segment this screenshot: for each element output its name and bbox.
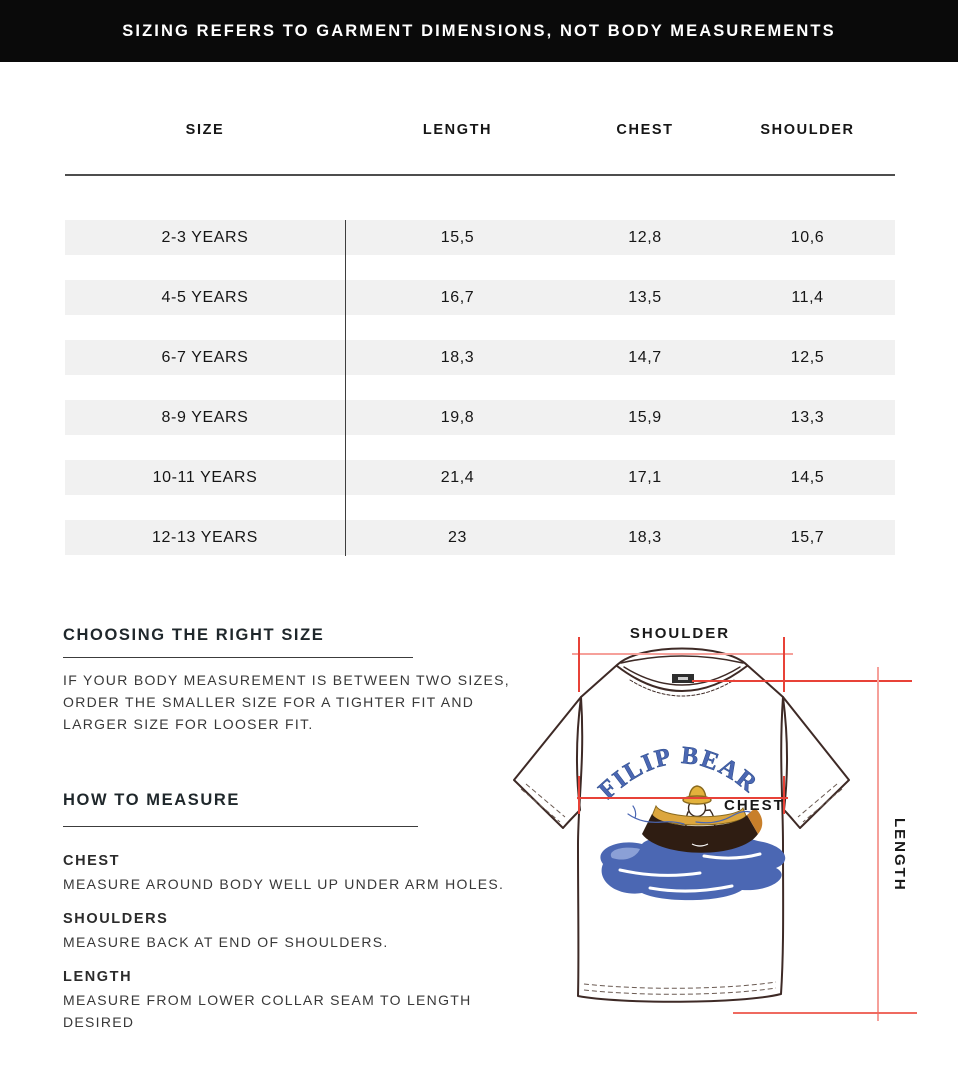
chest-cell: 13,5 bbox=[628, 288, 662, 306]
size-cell: 8-9 YEARS bbox=[161, 408, 249, 426]
size-table bbox=[65, 220, 895, 580]
table-header-row bbox=[65, 118, 895, 142]
length-cell: 18,3 bbox=[440, 348, 475, 366]
shoulder-cell: 10,6 bbox=[790, 228, 825, 246]
chest-cell: 17,1 bbox=[628, 468, 662, 486]
banner bbox=[0, 0, 958, 62]
size-cell: 6-7 YEARS bbox=[161, 348, 249, 366]
size-cell: 4-5 YEARS bbox=[161, 288, 249, 306]
how-to-measure-heading: HOW TO MEASURE bbox=[63, 791, 241, 809]
length-cell: 23 bbox=[448, 528, 467, 546]
shoulder-cell: 15,7 bbox=[790, 528, 825, 546]
length-cell: 15,5 bbox=[440, 228, 475, 246]
measure-term-chest: CHEST bbox=[63, 853, 121, 869]
chest-diagram-label: CHEST bbox=[724, 797, 785, 814]
measure-term-length: LENGTH bbox=[63, 969, 133, 985]
length-cell: 21,4 bbox=[440, 468, 475, 486]
table-row bbox=[65, 340, 895, 375]
banner-text: SIZING REFERS TO GARMENT DIMENSIONS, NOT BODY MEASUREMENTS bbox=[122, 21, 836, 40]
shoulder-cell: 11,4 bbox=[791, 288, 824, 306]
table-column-divider bbox=[345, 220, 346, 556]
length-diagram-label: LENGTH bbox=[891, 818, 908, 892]
column-header-chest: CHEST bbox=[616, 122, 674, 138]
column-header-shoulder: SHOULDER bbox=[760, 122, 855, 138]
choosing-size-rule bbox=[63, 657, 413, 658]
table-header-rule bbox=[65, 174, 895, 176]
table-row bbox=[65, 400, 895, 435]
table-row bbox=[65, 280, 895, 315]
choosing-size-heading: CHOOSING THE RIGHT SIZE bbox=[63, 626, 325, 644]
table-row bbox=[65, 520, 895, 555]
chest-cell: 12,8 bbox=[628, 228, 662, 246]
shoulder-diagram-label: SHOULDER bbox=[629, 625, 731, 642]
chest-cell: 18,3 bbox=[628, 528, 662, 546]
shoulder-cell: 13,3 bbox=[790, 408, 825, 426]
measure-term-shoulders: SHOULDERS bbox=[63, 911, 169, 927]
measure-desc-shoulders: MEASURE BACK AT END OF SHOULDERS. bbox=[63, 934, 389, 950]
size-cell: 12-13 YEARS bbox=[152, 528, 258, 546]
size-cell: 10-11 YEARS bbox=[152, 468, 258, 486]
table-row bbox=[65, 220, 895, 255]
column-header-length: LENGTH bbox=[422, 122, 493, 138]
shirt-brand-text: FILIP BEAR bbox=[593, 742, 764, 805]
length-cell: 19,8 bbox=[440, 408, 475, 426]
size-cell: 2-3 YEARS bbox=[161, 228, 249, 246]
chest-cell: 14,7 bbox=[628, 348, 662, 366]
chest-cell: 15,9 bbox=[628, 408, 662, 426]
column-header-size: SIZE bbox=[185, 122, 225, 138]
tshirt-diagram bbox=[495, 618, 955, 1070]
length-cell: 16,7 bbox=[440, 288, 475, 306]
shoulder-cell: 14,5 bbox=[790, 468, 825, 486]
table-row bbox=[65, 460, 895, 495]
choosing-size-body: IF YOUR BODY MEASUREMENT IS BETWEEN TWO SIZES, ORDER THE SMALLER SIZE FOR A TIGHTER FIT AND LARGER SIZE FOR LOOSER FIT. bbox=[63, 672, 510, 732]
how-to-measure-rule bbox=[63, 826, 418, 827]
shoulder-cell: 12,5 bbox=[790, 348, 825, 366]
measure-desc-chest: MEASURE AROUND BODY WELL UP UNDER ARM HOLES. bbox=[63, 876, 505, 892]
measure-desc-length: MEASURE FROM LOWER COLLAR SEAM TO LENGTH DESIRED bbox=[63, 992, 472, 1030]
